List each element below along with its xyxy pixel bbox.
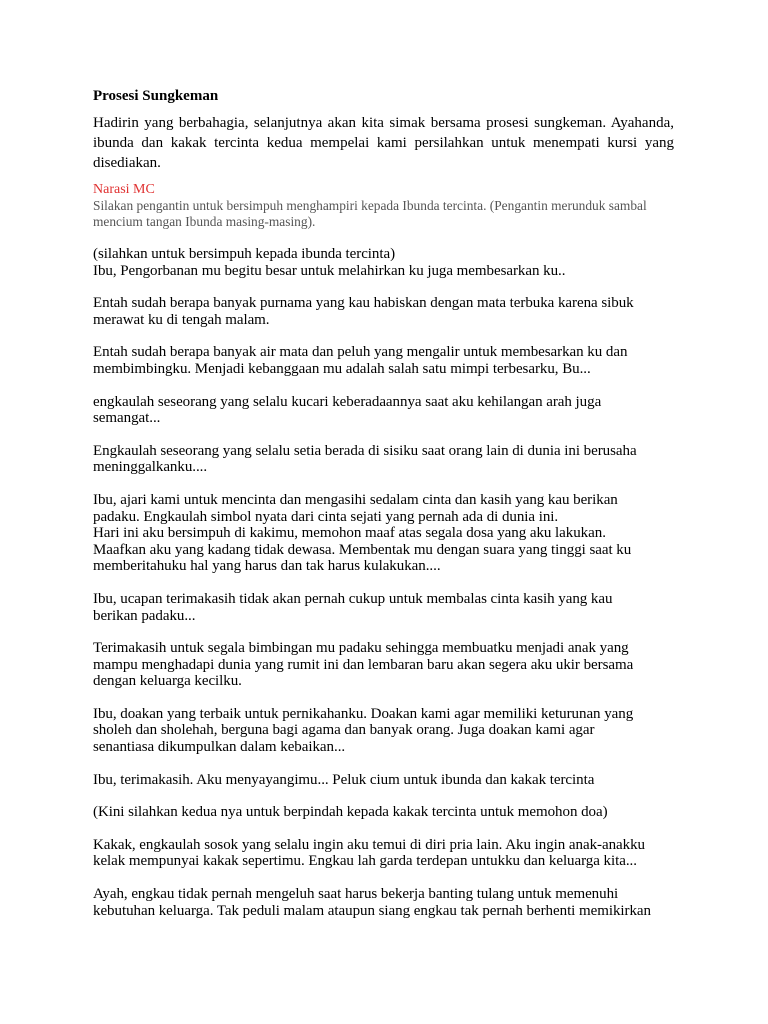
document-title: Prosesi Sungkeman — [93, 88, 219, 104]
speech-paragraph — [93, 837, 674, 870]
paragraph-line: Ayah, engkau tidak pernah mengeluh saat harus bekerja banting tulang untuk memenuhi — [93, 886, 619, 903]
paragraph-line: memberitahuku hal yang harus dan tak harus kulakukan.... — [93, 558, 441, 575]
mc-note: Silakan pengantin untuk bersimpuh menghampiri kepada Ibunda tercinta. (Pengantin merunduk sambal mencium tangan Ibunda masing-masing). — [93, 198, 647, 229]
paragraph-line: (silahkan untuk bersimpuh kepada ibunda tercinta) — [93, 246, 396, 262]
paragraph-line: Maafkan aku yang kadang tidak dewasa. Membentak mu dengan suara yang tinggi saat ku — [93, 541, 632, 558]
mc-label: Narasi MC — [93, 182, 155, 197]
speech-paragraphs — [93, 246, 674, 919]
paragraph-line: meninggalkanku.... — [93, 459, 208, 476]
speech-paragraph — [93, 394, 674, 427]
paragraph-line: semangat... — [93, 410, 161, 427]
intro-paragraph: Hadirin yang berbahagia, selanjutnya akan kita simak bersama prosesi sungkeman. Ayahanda, ibunda dan kakak tercinta kedua mempelai kami persilahkan untuk menempati kursi yang disediakan. — [93, 115, 674, 171]
paragraph-line: sholeh dan sholehah, berguna bagi agama dan banyak orang. Juga doakan kami agar — [93, 722, 595, 739]
paragraph-line: dengan keluarga kecilku. — [93, 673, 242, 690]
paragraph-line: (Kini silahkan kedua nya untuk berpindah kepada kakak tercinta untuk memohon doa) — [93, 804, 608, 821]
paragraph-line: membimbingku. Menjadi kebanggaan mu adalah salah satu mimpi terbesarku, Bu... — [93, 360, 591, 377]
paragraph-line: Ibu, doakan yang terbaik untuk pernikahanku. Doakan kami agar memiliki keturunan yang — [93, 705, 634, 722]
paragraph-line: Engkaulah seseorang yang selalu setia berada di sisiku saat orang lain di dunia ini berusaha — [93, 442, 637, 459]
paragraph-line: Ibu, ucapan terimakasih tidak akan pernah cukup untuk membalas cinta kasih yang kau — [93, 590, 613, 607]
paragraph-line: engkaulah seseorang yang selalu kucari keberadaannya saat aku kehilangan arah juga — [93, 393, 602, 410]
paragraph-line: merawat ku di tengah malam. — [93, 311, 270, 328]
speech-paragraph — [93, 246, 674, 279]
document-body — [93, 86, 674, 935]
paragraph-line: berikan padaku... — [93, 607, 196, 624]
paragraph-line: padaku. Engkaulah simbol nyata dari cinta sejati yang pernah ada di dunia ini. — [93, 508, 559, 525]
paragraph-line: mampu menghadapi dunia yang rumit ini dan lembaran baru akan segera aku ukir bersama — [93, 656, 634, 673]
speech-paragraph — [93, 344, 674, 377]
speech-paragraph — [93, 492, 674, 575]
speech-paragraph — [93, 640, 674, 690]
paragraph-line: Ibu, Pengorbanan mu begitu besar untuk melahirkan ku juga membesarkan ku.. — [93, 262, 566, 279]
paragraph-line: Kakak, engkaulah sosok yang selalu ingin aku temui di diri pria lain. Aku ingin anak-anakku — [93, 836, 645, 853]
speech-paragraph — [93, 443, 674, 476]
speech-paragraph — [93, 706, 674, 756]
speech-paragraph — [93, 886, 674, 919]
paragraph-line: kebutuhan keluarga. Tak peduli malam ataupun siang engkau tak pernah berhenti memikirkan — [93, 902, 651, 919]
paragraph-line: Entah sudah berapa banyak air mata dan peluh yang mengalir untuk membesarkan ku dan — [93, 344, 628, 361]
paragraph-line: senantiasa dikumpulkan dalam kebaikan... — [93, 739, 346, 756]
paragraph-line: kelak mempunyai kakak sepertimu. Engkau lah garda terdepan untukku dan keluarga kita... — [93, 853, 637, 870]
paragraph-line: Ibu, ajari kami untuk mencinta dan mengasihi sedalam cinta dan kasih yang kau berikan — [93, 491, 618, 508]
speech-paragraph — [93, 295, 674, 328]
paragraph-line: Ibu, terimakasih. Aku menyayangimu... Peluk cium untuk ibunda dan kakak tercinta — [93, 771, 595, 788]
speech-paragraph — [93, 804, 674, 821]
speech-paragraph — [93, 591, 674, 624]
speech-paragraph — [93, 772, 674, 789]
paragraph-line: Hari ini aku bersimpuh di kakimu, memohon maaf atas segala dosa yang aku lakukan. — [93, 525, 606, 542]
paragraph-line: Terimakasih untuk segala bimbingan mu padaku sehingga membuatku menjadi anak yang — [93, 640, 629, 657]
paragraph-line: Entah sudah berapa banyak purnama yang kau habiskan dengan mata terbuka karena sibuk — [93, 295, 634, 312]
